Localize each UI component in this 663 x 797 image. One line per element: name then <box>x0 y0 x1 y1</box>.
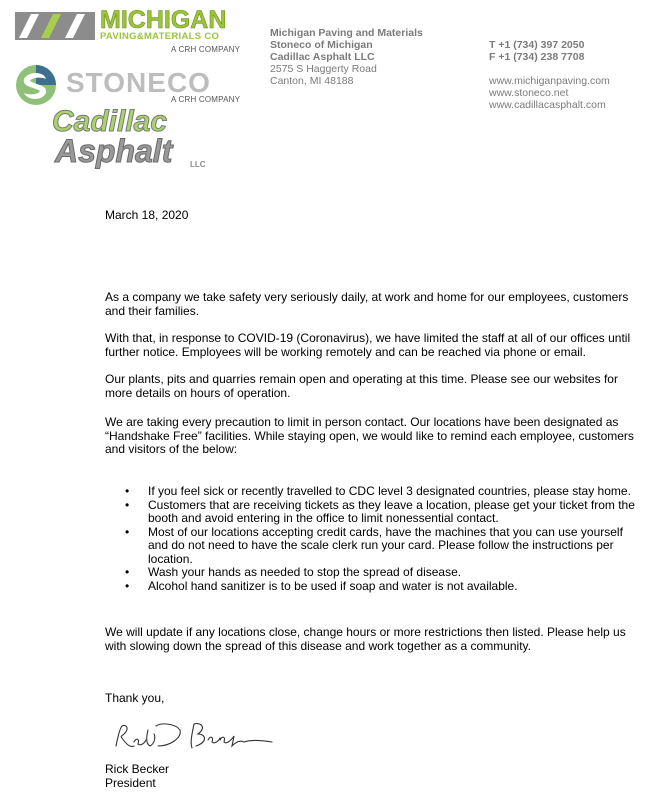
signer-title: President <box>105 776 156 790</box>
crh-tagline-2: A CRH COMPANY <box>171 95 241 104</box>
michigan-logo-subword: PAVING&MATERIALS CO <box>100 31 220 42</box>
asphalt-logo-word: Asphalt <box>55 133 173 169</box>
michigan-paving-logo-mark <box>15 10 95 42</box>
cadillac-llc: LLC <box>190 160 206 169</box>
paragraph-3: Our plants, pits and quarries remain open and operating at this time. Please see our websites for more details on hours of operation. <box>105 372 618 400</box>
signer-name: Rick Becker <box>105 762 170 776</box>
address-company-3: Cadillac Asphalt LLC <box>270 51 375 63</box>
stoneco-logo-word: STONECO <box>66 67 211 98</box>
paragraph-2: With that, in response to COVID-19 (Coronavirus), we have limited the staff at all of our offices until further notice. Employees will be working remotely and can be reached via phone or email. <box>105 331 631 359</box>
website-link-1[interactable]: www.michiganpaving.com <box>489 75 610 87</box>
website-link-2[interactable]: www.stoneco.net <box>489 87 569 99</box>
stoneco-logo-mark <box>14 63 58 107</box>
list-item: • Most of our locations accepting credit cards, have the machines that you can use yourself and do not need to have the scale clerk run your card. Please follow the instructions per location. <box>105 526 635 567</box>
phone-number: T +1 (734) 397 2050 <box>489 39 585 51</box>
michigan-logo-word: MICHIGAN <box>100 6 227 34</box>
paragraph-1: As a company we take safety very seriously daily, at work and home for our employees, customers and their families. <box>105 290 629 318</box>
fax-number: F +1 (734) 238 7708 <box>489 51 585 63</box>
crh-tagline-1: A CRH COMPANY <box>171 45 241 54</box>
list-item: • Wash your hands as needed to stop the spread of disease. <box>105 566 635 580</box>
precaution-list <box>105 485 635 593</box>
contact-block <box>489 39 610 111</box>
address-block <box>270 27 423 87</box>
cadillac-logo-word: Cadillac <box>52 105 168 138</box>
address-company-2: Stoneco of Michigan <box>270 39 373 51</box>
list-item: • Alcohol hand sanitizer is to be used if soap and water is not available. <box>105 580 635 594</box>
address-city: Canton, MI 48188 <box>270 75 354 87</box>
list-item: • Customers that are receiving tickets as they leave a location, please get your ticket from the booth and avoid entering in the office to limit nonessential contact. <box>105 499 635 526</box>
website-link-3[interactable]: www.cadillacasphalt.com <box>489 99 606 111</box>
paragraph-4: We are taking every precaution to limit in person contact. Our locations have been designated as “Handshake Free” facilities. While staying open, we would like to remind each employee, customers and visitors of the below: <box>105 415 634 456</box>
paragraph-5: We will update if any locations close, change hours or more restrictions then listed. Please help us with slowing down the spread of this disease and work together as a community. <box>105 625 626 653</box>
closing: Thank you, <box>105 691 165 705</box>
letter-date: March 18, 2020 <box>105 208 189 222</box>
list-item: • If you feel sick or recently travelled to CDC level 3 designated countries, please stay home. <box>105 485 635 499</box>
address-company-1: Michigan Paving and Materials <box>270 27 423 39</box>
address-street: 2575 S Haggerty Road <box>270 63 377 75</box>
handwritten-signature <box>110 716 280 756</box>
